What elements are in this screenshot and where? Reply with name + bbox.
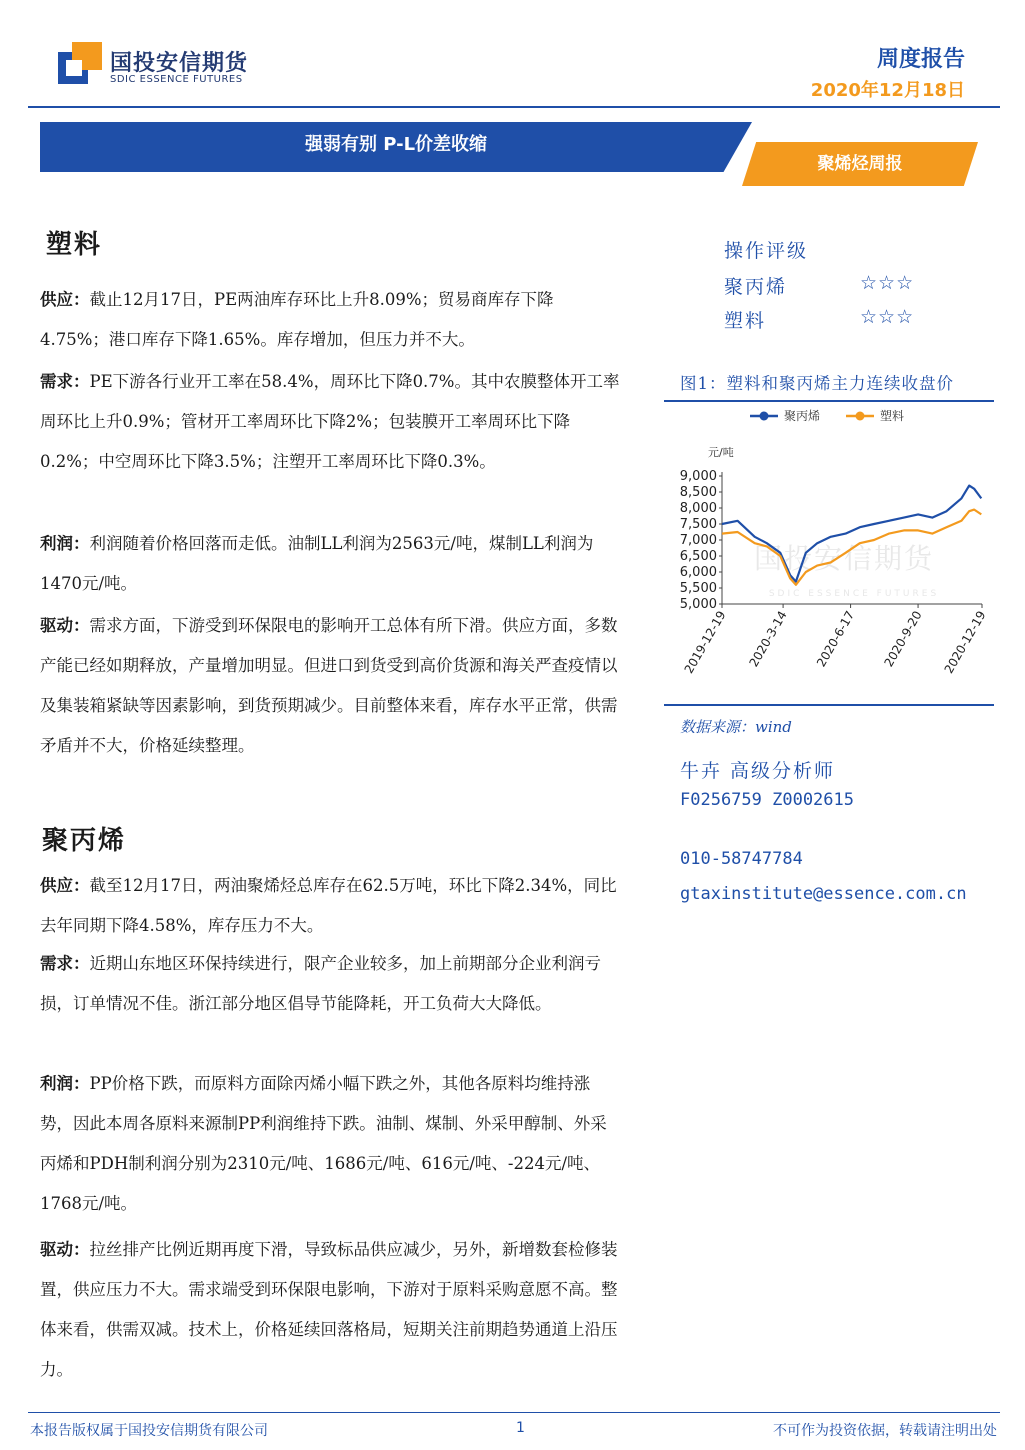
paragraph-pp-demand bbox=[40, 944, 620, 1024]
header-divider bbox=[28, 106, 1000, 108]
data-source: 数据来源：wind bbox=[680, 718, 792, 736]
y-tick-label: 9,000 bbox=[679, 469, 717, 484]
x-tick-label: 2020-6-17 bbox=[813, 608, 858, 670]
para-label: 驱动： bbox=[40, 616, 90, 635]
y-tick-label: 7,500 bbox=[679, 517, 717, 532]
page-number: 1 bbox=[516, 1420, 525, 1436]
rating-label-pp: 聚丙烯 bbox=[724, 276, 788, 298]
report-date: 2020年12月18日 bbox=[810, 80, 965, 101]
figure-title: 图1：塑料和聚丙烯主力连续收盘价 bbox=[680, 374, 954, 393]
x-axis-ticks bbox=[682, 604, 989, 676]
paragraph-plastic-driver bbox=[40, 606, 620, 766]
para-text: 截至12月17日，两油聚烯烃总库存在62.5万吨，环比下降2.34%，同比去年同期下降4.58%，库存压力不大。 bbox=[40, 876, 617, 935]
y-tick-label: 6,500 bbox=[679, 549, 717, 564]
paragraph-plastic-profit bbox=[40, 524, 620, 604]
brand-name-en: SDIC ESSENCE FUTURES bbox=[110, 74, 243, 85]
para-text: 近期山东地区环保持续进行，限产企业较多，加上前期部分企业利润亏损，订单情况不佳。浙江部分地区倡导节能降耗，开工负荷大大降低。 bbox=[40, 954, 601, 1013]
legend-swatch-marker bbox=[760, 412, 769, 421]
para-text: PP价格下跌，而原料方面除丙烯小幅下跌之外，其他各原料均维持涨势，因此本周各原料来源制PP利润维持下跌。油制、煤制、外采甲醇制、外采丙烯和PDH制利润分别为2310元/吨、1686元/吨、616元/吨、-224元/吨、1768元/吨。 bbox=[40, 1074, 607, 1213]
para-text: 需求方面，下游受到环保限电的影响开工总体有所下滑。供应方面，多数产能已经如期释放，产量增加明显。但进口到货受到高价货源和海关严查疫情以及集装箱紧缺等因素影响，到货预期减少。目前整体来看，库存水平正常，供需矛盾并不大，价格延续整理。 bbox=[40, 616, 618, 755]
report-tag-label: 聚烯烃周报 bbox=[817, 154, 903, 174]
brand-name-cn: 国投安信期货 bbox=[110, 51, 249, 76]
y-tick-label: 8,000 bbox=[679, 501, 717, 516]
legend-swatch-marker bbox=[856, 412, 865, 421]
para-text: 拉丝排产比例近期再度下滑，导致标品供应减少，另外，新增数套检修装置，供应压力不大。需求端受到环保限电影响，下游对于原料采购意愿不高。整体来看，供需双减。技术上，价格延续回落格局，短期关注前期趋势通道上沿压力。 bbox=[40, 1240, 618, 1379]
section-title-plastic: 塑料 bbox=[46, 230, 103, 260]
rating-stars-pp: ☆☆☆ bbox=[860, 272, 915, 294]
x-tick-label: 2019-12-19 bbox=[681, 608, 729, 676]
rating-label-plastic: 塑料 bbox=[724, 310, 767, 332]
para-text: 截止12月17日，PE两油库存环比上升8.09%；贸易商库存下降4.75%；港口库存下降1.65%。库存增加，但压力并不大。 bbox=[40, 290, 554, 349]
x-tick-label: 2020-9-20 bbox=[881, 608, 925, 670]
paragraph-plastic-demand bbox=[40, 362, 620, 482]
contact-phone: 010-58747784 bbox=[680, 849, 803, 869]
para-label: 利润： bbox=[40, 534, 90, 553]
y-tick-label: 7,000 bbox=[679, 533, 717, 548]
y-tick-label: 5,000 bbox=[679, 597, 717, 612]
y-tick-label: 8,500 bbox=[679, 485, 717, 500]
report-title: 强弱有别 P-L价差收缩 bbox=[304, 134, 488, 155]
x-tick-label: 2020-3-14 bbox=[746, 608, 790, 670]
para-label: 利润： bbox=[40, 1074, 90, 1093]
rating-stars-plastic: ☆☆☆ bbox=[860, 306, 915, 328]
para-label: 需求： bbox=[40, 372, 90, 391]
x-tick-label: 2020-12-19 bbox=[941, 608, 989, 676]
rating-heading: 操作评级 bbox=[724, 240, 809, 262]
para-text: PE下游各行业开工率在58.4%，周环比下降0.7%。其中农膜整体开工率周环比上升0.9%；管材开工率周环比下降2%；包装膜开工率周环比下降0.2%；中空周环比下降3.5%；注塑开工率周环比下降0.3%。 bbox=[40, 372, 620, 471]
para-label: 驱动： bbox=[40, 1240, 90, 1259]
para-label: 供应： bbox=[40, 290, 90, 309]
section-title-pp: 聚丙烯 bbox=[42, 826, 127, 856]
paragraph-pp-supply bbox=[40, 866, 620, 946]
footer-divider bbox=[28, 1412, 1000, 1413]
paragraph-pp-profit bbox=[40, 1064, 620, 1224]
chart-axes bbox=[722, 472, 982, 604]
para-text: 利润随着价格回落而走低。油制LL利润为2563元/吨，煤制LL利润为1470元/吨。 bbox=[40, 534, 594, 593]
y-axis-ticks bbox=[680, 469, 722, 612]
paragraph-pp-driver bbox=[40, 1230, 620, 1390]
footer-disclaimer: 不可作为投资依据，转载请注明出处 bbox=[773, 1423, 997, 1439]
chart-watermark-en: SDIC ESSENCE FUTURES bbox=[768, 589, 940, 599]
y-tick-label: 6,000 bbox=[679, 565, 717, 580]
figure-bottom-rule bbox=[664, 704, 994, 706]
footer-copyright: 本报告版权属于国投安信期货有限公司 bbox=[30, 1423, 268, 1439]
analyst-name: 牛卉 高级分析师 bbox=[680, 760, 836, 782]
para-label: 供应： bbox=[40, 876, 90, 895]
y-tick-label: 5,500 bbox=[679, 581, 717, 596]
report-type: 周度报告 bbox=[876, 47, 965, 72]
legend-label: 塑料 bbox=[880, 409, 905, 423]
legend-label: 聚丙烯 bbox=[784, 409, 821, 423]
paragraph-plastic-supply bbox=[40, 280, 620, 360]
para-label: 需求： bbox=[40, 954, 90, 973]
chart-watermark: 国投安信期货 bbox=[753, 542, 935, 575]
contact-email[interactable]: gtaxinstitute@essence.com.cn bbox=[680, 884, 967, 904]
y-axis-label: 元/吨 bbox=[708, 446, 734, 459]
company-logo-icon bbox=[58, 42, 102, 84]
chart-legend bbox=[750, 408, 904, 423]
analyst-certificate: F0256759 Z0002615 bbox=[680, 790, 854, 810]
price-line-chart bbox=[664, 400, 994, 700]
